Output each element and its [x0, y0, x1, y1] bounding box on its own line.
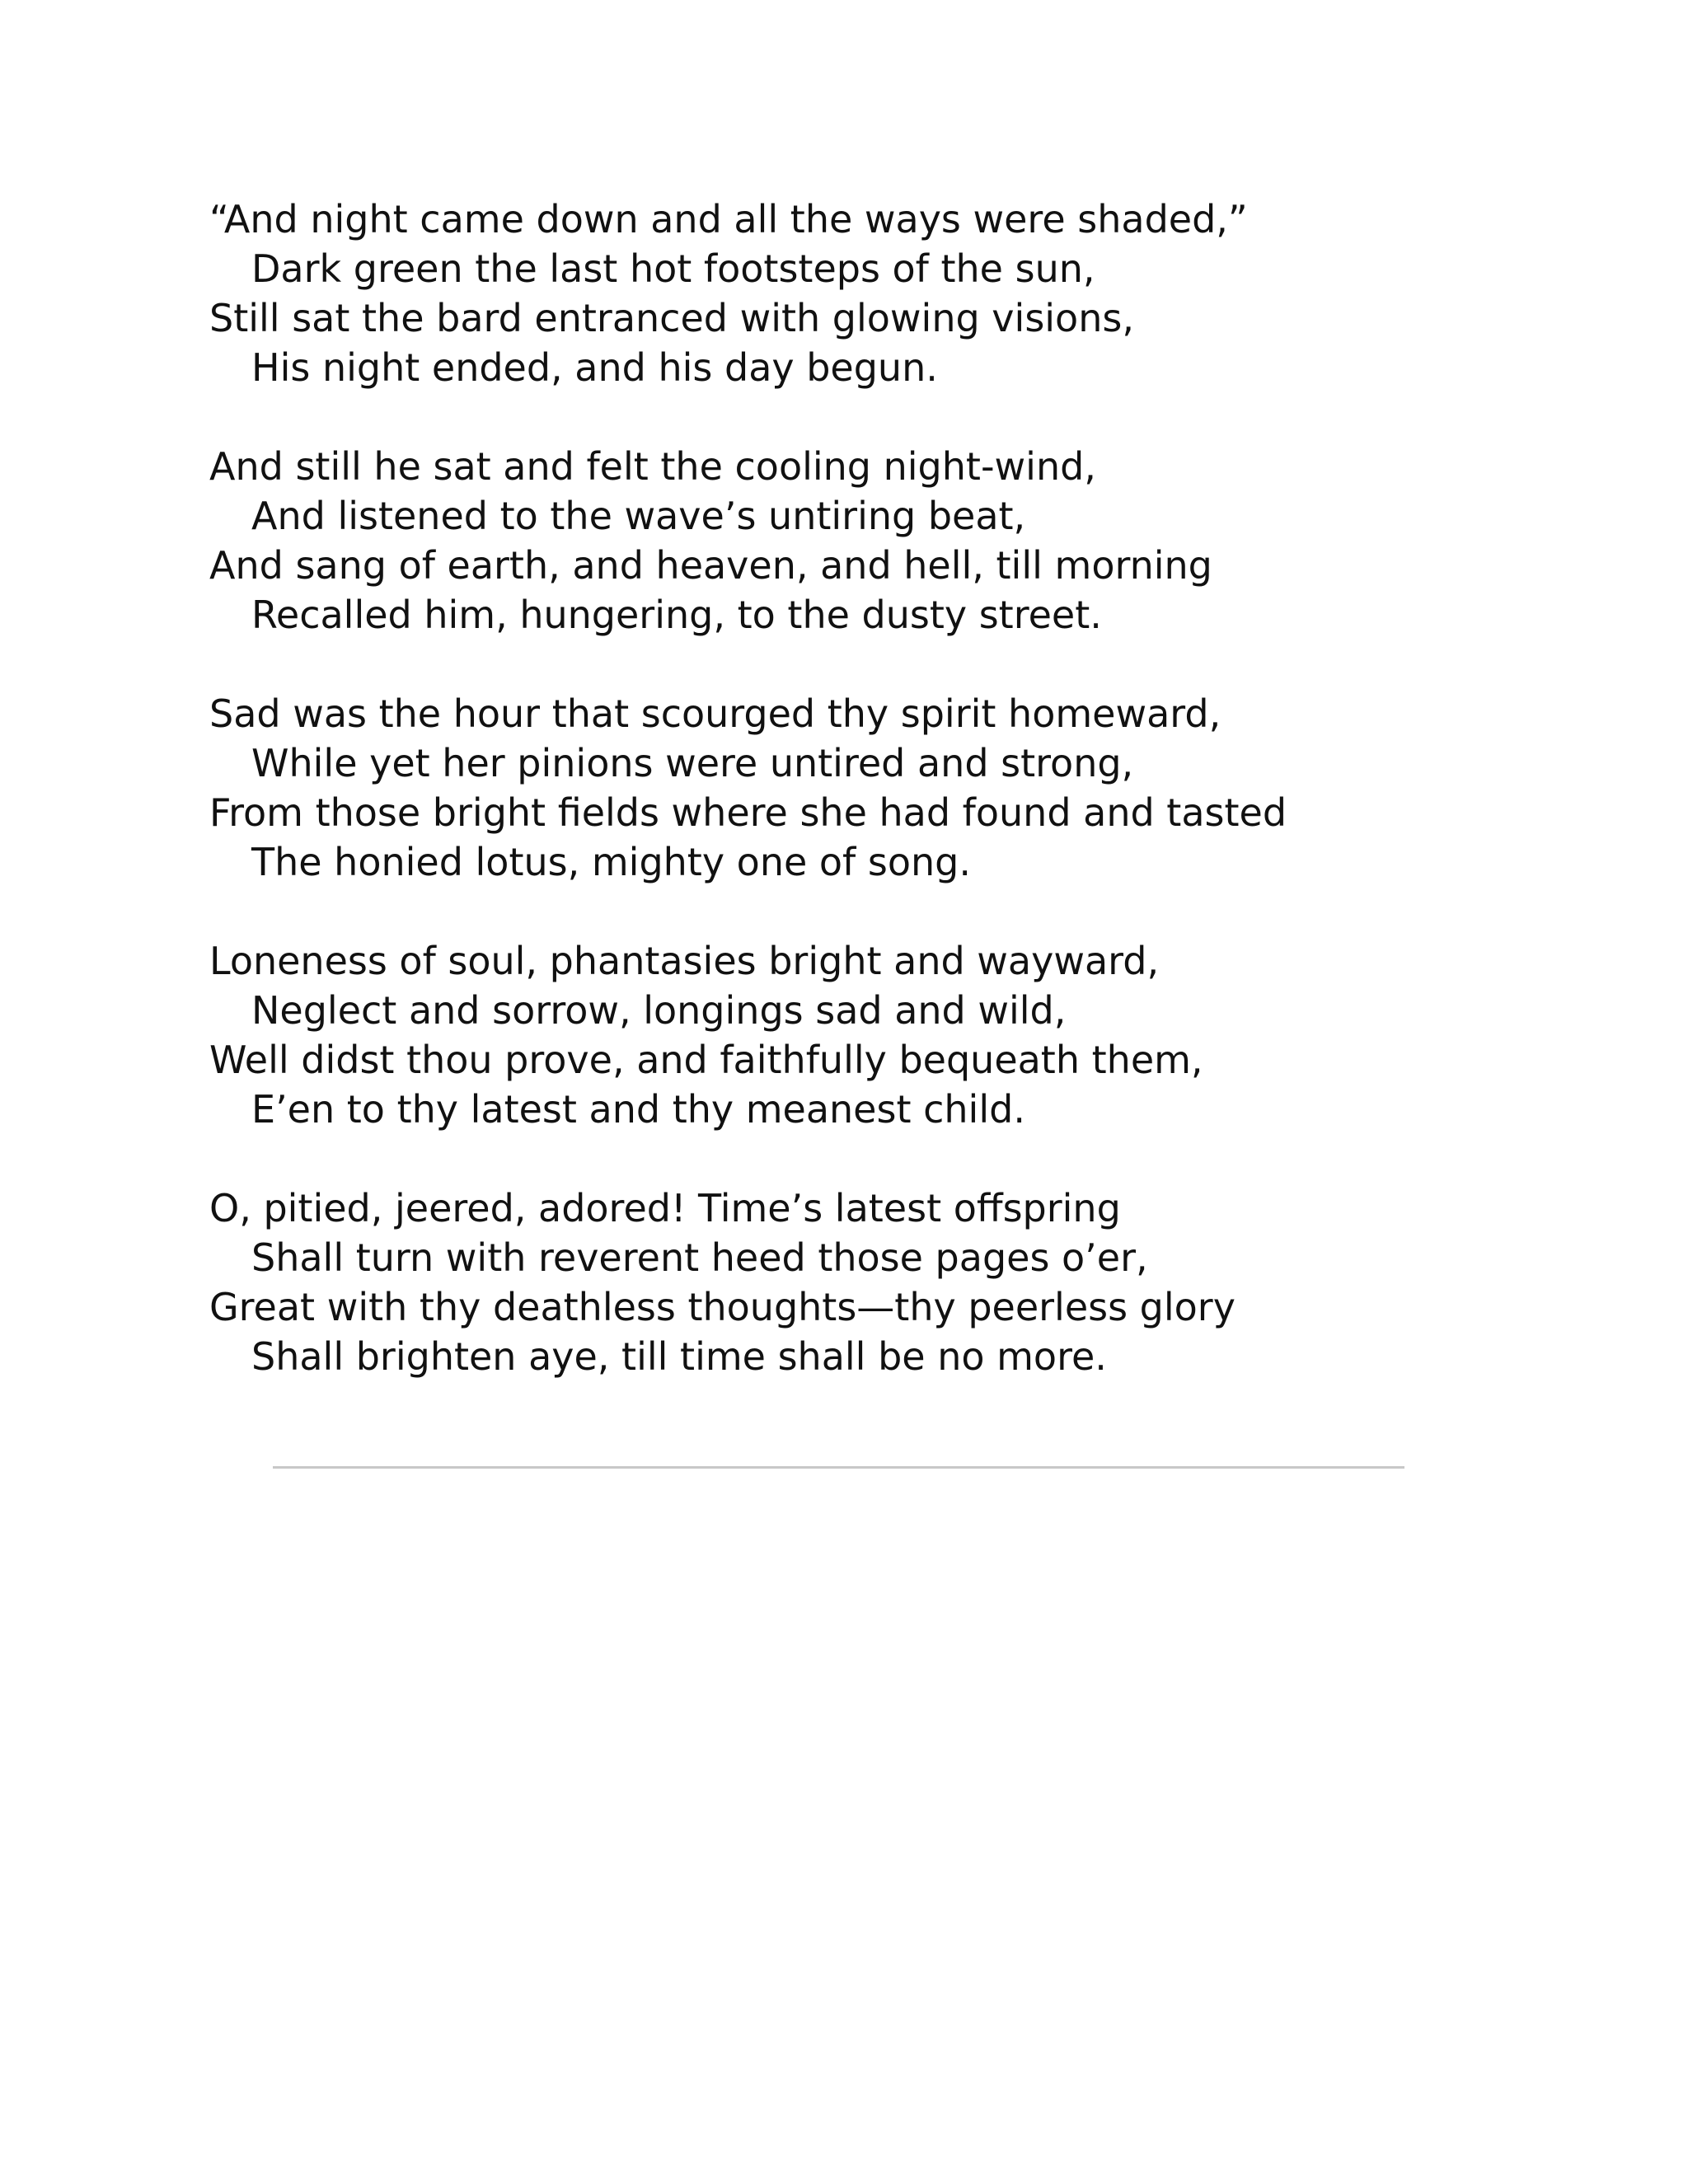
poem-line: “And night came down and all the ways were shaded,”: [209, 197, 1248, 241]
poem-line: Great with thy deathless thoughts—thy peerless glory: [209, 1285, 1236, 1329]
poem-line: Shall brighten aye, till time shall be no more.: [251, 1334, 1107, 1379]
poem-line: And listened to the wave’s untiring beat,: [251, 494, 1026, 538]
poem-line: E’en to thy latest and thy meanest child.: [251, 1087, 1025, 1132]
poem-line: Loneness of soul, phantasies bright and wayward,: [209, 939, 1160, 983]
poem-line: Sad was the hour that scourged thy spirit homeward,: [209, 691, 1221, 736]
poem-body: [209, 194, 1528, 1431]
stanza-1: [209, 194, 1528, 392]
poem-line: Dark green the last hot footsteps of the sun,: [251, 246, 1095, 291]
poem-line: And sang of earth, and heaven, and hell, till morning: [209, 543, 1212, 588]
poem-line: While yet her pinions were untired and strong,: [251, 741, 1134, 785]
poem-line: From those bright fields where she had found and tasted: [209, 790, 1287, 835]
poem-line: And still he sat and felt the cooling night-wind,: [209, 444, 1096, 489]
poem-line: O, pitied, jeered, adored! Time’s latest offspring: [209, 1186, 1121, 1230]
horizontal-divider: [273, 1466, 1404, 1469]
poem-line: Shall turn with reverent heed those pages o’er,: [251, 1235, 1148, 1280]
poem-line: Recalled him, hungering, to the dusty street.: [251, 593, 1102, 637]
poem-line: His night ended, and his day begun.: [251, 345, 938, 390]
poem-line: Still sat the bard entranced with glowing visions,: [209, 296, 1134, 340]
stanza-2: [209, 442, 1528, 640]
poem-line: The honied lotus, mighty one of song.: [251, 840, 971, 884]
stanza-4: [209, 936, 1528, 1134]
poem-line: Neglect and sorrow, longings sad and wild,: [251, 988, 1067, 1033]
stanza-3: [209, 689, 1528, 887]
stanza-5: [209, 1183, 1528, 1381]
poem-line: Well didst thou prove, and faithfully bequeath them,: [209, 1038, 1203, 1082]
